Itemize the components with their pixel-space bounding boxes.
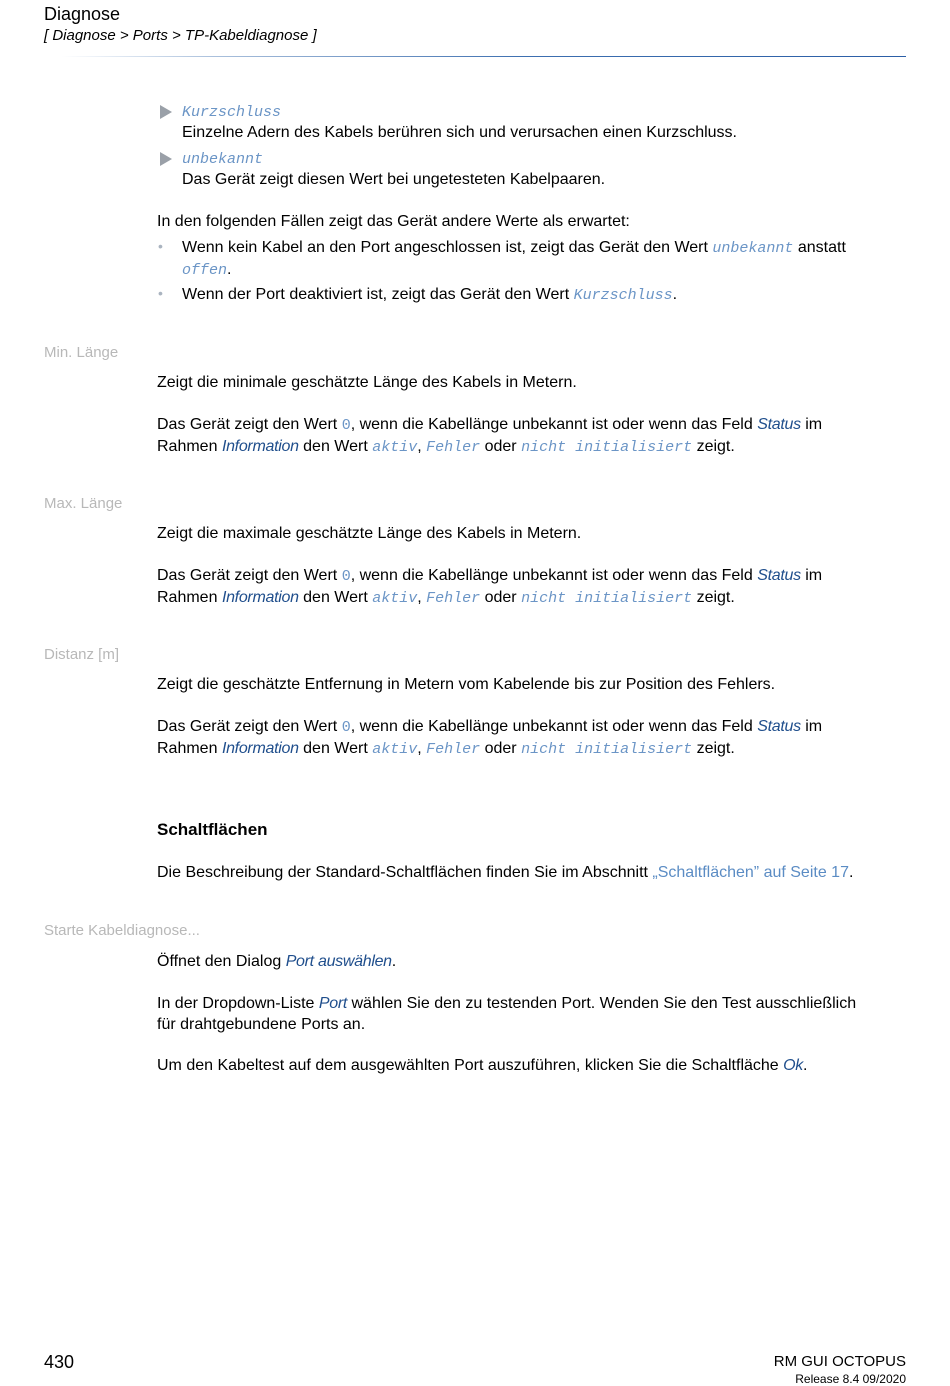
page-section-title: Diagnose xyxy=(44,4,121,24)
breadcrumb: [ Diagnose > Ports > TP-Kabeldiagnose ] xyxy=(44,27,317,44)
starte-p2: In der Dropdown-Liste Port wählen Sie den zu testenden Port. Wenden Sie den Test ausschließlich für drahtgebundene Ports an. xyxy=(157,995,857,1033)
field-label-min-laenge: Min. Länge xyxy=(44,344,119,361)
field-label-distanz: Distanz [m] xyxy=(44,646,120,663)
field-note-distanz: Das Gerät zeigt den Wert 0, wenn die Kabellänge unbekannt ist oder wenn das Feld Status im Rahmen Information den Wert aktiv, Fehler oder nicht initialisiert zeigt. xyxy=(157,718,823,758)
value-unbekannt-desc: Das Gerät zeigt diesen Wert bei ungetesteten Kabelpaaren. xyxy=(182,171,606,188)
value-unbekannt: unbekannt xyxy=(182,151,264,168)
triangle-bullet-icon xyxy=(160,105,172,119)
bullet-dot: • xyxy=(158,285,163,301)
field-desc-distanz: Zeigt die geschätzte Entfernung in Metern vom Kabelende bis zur Position des Fehlers. xyxy=(157,676,776,693)
value-kurzschluss: Kurzschluss xyxy=(182,104,282,121)
product-name: RM GUI OCTOPUS xyxy=(773,1353,906,1370)
header-divider xyxy=(62,56,906,57)
field-label-max-laenge: Max. Länge xyxy=(44,495,123,512)
bullet-dot: • xyxy=(158,238,163,254)
triangle-bullet-icon xyxy=(160,152,172,166)
schaltflaechen-text: Die Beschreibung der Standard-Schaltflächen finden Sie im Abschnitt „Schaltflächen” auf Seite 17. xyxy=(157,864,854,881)
section-heading-schaltflaechen: Schaltflächen xyxy=(157,820,268,839)
case-bullet-1: Wenn kein Kabel an den Port angeschlossen ist, zeigt das Gerät den Wert unbekannt anstatt offen. xyxy=(182,239,846,279)
starte-p3: Um den Kabeltest auf dem ausgewählten Port auszuführen, klicken Sie die Schaltfläche Ok. xyxy=(157,1057,808,1074)
field-desc-min-laenge: Zeigt die minimale geschätzte Länge des Kabels in Metern. xyxy=(157,374,577,391)
release-info: Release 8.4 09/2020 xyxy=(795,1372,906,1386)
cases-intro: In den folgenden Fällen zeigt das Gerät andere Werte als erwartet: xyxy=(157,213,630,230)
schaltflaechen-link[interactable]: „Schaltflächen” auf Seite 17 xyxy=(652,864,849,881)
page-number: 430 xyxy=(44,1352,75,1372)
case-bullet-2: Wenn der Port deaktiviert ist, zeigt das Gerät den Wert Kurzschluss. xyxy=(182,286,678,304)
starte-p1: Öffnet den Dialog Port auswählen. xyxy=(157,953,397,970)
value-kurzschluss-desc: Einzelne Adern des Kabels berühren sich und verursachen einen Kurzschluss. xyxy=(182,124,737,141)
field-note-min-laenge: Das Gerät zeigt den Wert 0, wenn die Kabellänge unbekannt ist oder wenn das Feld Status im Rahmen Information den Wert aktiv, Fehler oder nicht initialisiert zeigt. xyxy=(157,416,823,456)
field-label-starte-kabeldiagnose: Starte Kabeldiagnose... xyxy=(44,922,200,939)
field-desc-max-laenge: Zeigt die maximale geschätzte Länge des Kabels in Metern. xyxy=(157,525,582,542)
field-note-max-laenge: Das Gerät zeigt den Wert 0, wenn die Kabellänge unbekannt ist oder wenn das Feld Status im Rahmen Information den Wert aktiv, Fehler oder nicht initialisiert zeigt. xyxy=(157,567,823,607)
